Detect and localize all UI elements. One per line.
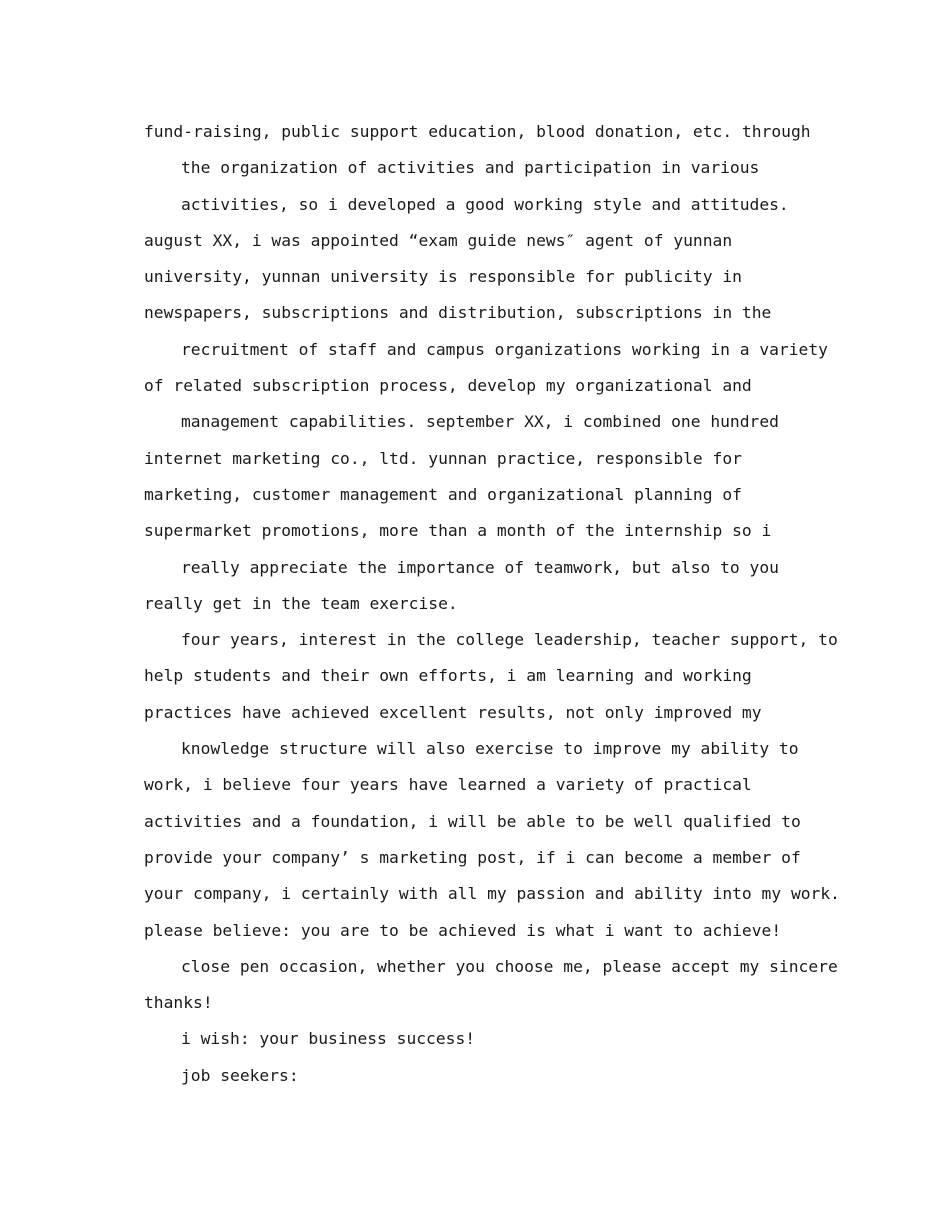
text-line: thanks!: [144, 993, 213, 1013]
text-line: help students and their own efforts, i am learning and working: [144, 666, 752, 686]
text-line: provide your company’ s marketing post, if i can become a member of: [144, 847, 801, 867]
text-line: management capabilities. september XX, i combined one hundred: [181, 412, 779, 432]
letter-body: [144, 114, 840, 1094]
text-line: work, i believe four years have learned a variety of practical: [144, 775, 752, 795]
text-line: really get in the team exercise.: [144, 593, 458, 613]
text-line: job seekers:: [181, 1065, 299, 1085]
text-line: really appreciate the importance of teamwork, but also to you: [181, 557, 779, 577]
text-line: your company, i certainly with all my passion and ability into my work.: [144, 884, 840, 904]
text-line: supermarket promotions, more than a month of the internship so i: [144, 521, 772, 541]
text-line: close pen occasion, whether you choose me, please accept my sincere: [181, 956, 838, 976]
text-line: august XX, i was appointed “exam guide news″ agent of yunnan: [144, 230, 733, 250]
text-line: of related subscription process, develop my organizational and: [144, 376, 752, 396]
text-line: marketing, customer management and organizational planning of: [144, 484, 742, 504]
text-line: four years, interest in the college leadership, teacher support, to: [181, 630, 838, 650]
text-line: knowledge structure will also exercise to improve my ability to: [181, 739, 799, 759]
text-line: i wish: your business success!: [181, 1029, 476, 1049]
text-line: newspapers, subscriptions and distribution, subscriptions in the: [144, 303, 772, 323]
text-line: the organization of activities and participation in various: [181, 158, 760, 178]
text-line: recruitment of staff and campus organizations working in a variety: [181, 339, 828, 359]
text-line: fund-raising, public support education, blood donation, etc. through: [144, 122, 811, 141]
text-line: activities and a foundation, i will be able to be well qualified to: [144, 811, 801, 831]
text-line: please believe: you are to be achieved is what i want to achieve!: [144, 920, 782, 940]
text-line: practices have achieved excellent results, not only improved my: [144, 702, 762, 722]
text-line: internet marketing co., ltd. yunnan practice, responsible for: [144, 448, 742, 468]
text-line: activities, so i developed a good working style and attitudes.: [181, 194, 789, 214]
text-line: university, yunnan university is responsible for publicity in: [144, 267, 742, 287]
